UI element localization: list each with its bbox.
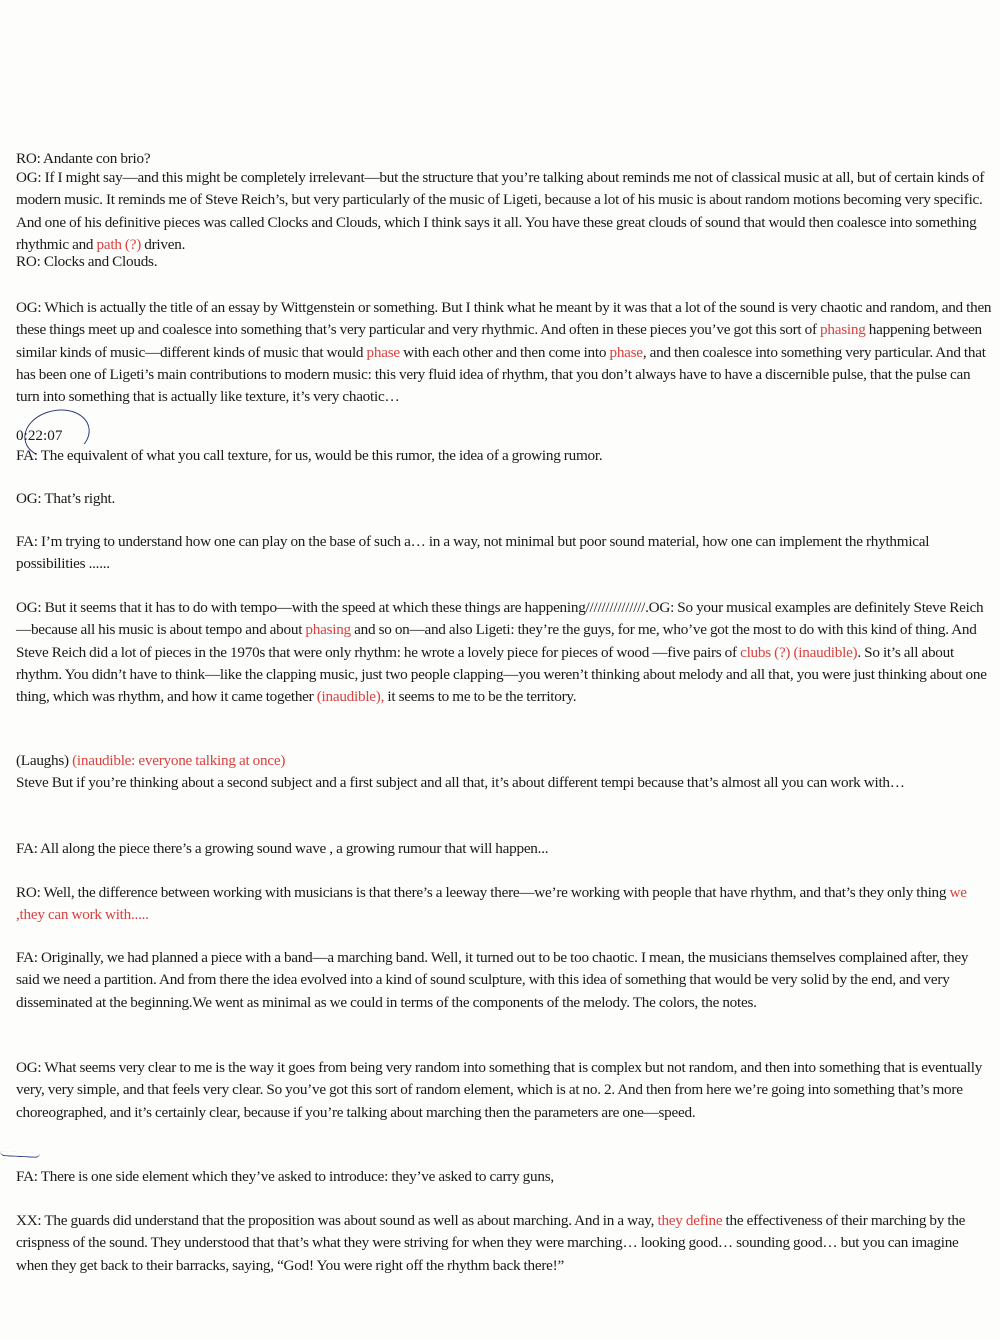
transcript-paragraph: [16, 167, 992, 256]
transcript-paragraph: [16, 597, 992, 708]
annotation-text: they define: [657, 1212, 723, 1229]
transcript-paragraph: [16, 445, 992, 467]
annotation-text: (inaudible: everyone talking at once): [72, 752, 286, 769]
transcript-text: OG: If I might say—and this might be completely irrelevant—but the structure that you’re talking about reminds me not of classical music at all, but of certain kinds of modern music. It reminds me of Steve Reich’s, but very particularly of the music of Ligeti, because a lot of his music is about random motions becoming very specific. And one of his definitive pieces was called Clocks and Clouds, which I think says it all. You have these great clouds of sound that would then coalesce into something rhythmic and: [16, 169, 985, 253]
annotation-text: we ,they can work with.....: [16, 884, 967, 924]
transcript-text: RO: Clocks and Clouds.: [16, 253, 158, 270]
timestamp: 0:22:07: [16, 427, 63, 444]
annotation-text: path (?): [96, 235, 142, 253]
transcript-text: XX: The guards did understand that the proposition was about sound as well as about marching. And in a way,: [16, 1212, 658, 1229]
transcript-paragraph: [16, 531, 992, 576]
transcript-text: with each other and then come into: [399, 343, 610, 361]
transcript-text: the effectiveness of their marching by the crispness of the sound. They understood that that’s what they were striving for when they were marching… looking good… sounding good… but you can imagine when they get back to their barracks, saying, “God! You were right off the rhythm back there!”: [16, 1212, 966, 1274]
transcript-text: driven.: [141, 235, 186, 253]
transcript-paragraph: [16, 750, 992, 772]
transcript-paragraph: [16, 838, 992, 860]
transcript-paragraph: [16, 1166, 992, 1188]
transcript-text: OG: But it seems that it has to do with tempo—with the speed at which these things are happening///////////////.OG: So your musical examples are definitely Steve Reich—because all his music is about tempo and about: [16, 599, 984, 639]
transcript-text: and so on—and also Ligeti: they’re the guys, for me, who’ve got the most to do with this kind of thing. And Steve Reich did a lot of pieces in the 1970s that were only rhythm: he wrote a lovely piece for pieces of wood —five pairs of: [16, 621, 977, 661]
transcript-text: FA: The equivalent of what you call texture, for us, would be this rumor, the idea of a growing rumor.: [16, 447, 603, 464]
transcript-paragraph: [16, 488, 992, 510]
annotation-text: (inaudible),: [316, 688, 385, 706]
handwritten-pen-mark: [0, 1151, 40, 1158]
transcript-text: OG: What seems very clear to me is the way it goes from being very random into something that is complex but not random, and then into something that is eventually very, very simple, and that feels very clear. So you’ve got this sort of random element, which is at no. 2. And then from here we’re going into something that’s more choreographed, and it’s certainly clear, because if you’re talking about marching then the parameters are one—speed.: [16, 1059, 983, 1121]
annotation-text: phasing: [820, 321, 866, 339]
transcript-text: . So it’s all about rhythm. You didn’t have to think—like the clapping music, just two people clapping—you weren’t thinking about melody and all that, you were just thinking about one thing, which was rhythm, and how it came together: [16, 643, 987, 706]
transcript-text: Steve But if you’re thinking about a second subject and a first subject and all that, it’s about different tempi because that’s almost all you can work with…: [16, 774, 905, 791]
annotation-text: clubs (?) (inaudible): [740, 643, 858, 661]
transcript-text: FA: There is one side element which they’ve asked to introduce: they’ve asked to carry guns,: [16, 1168, 554, 1185]
transcript-text: RO: Well, the difference between working with musicians is that there’s a leeway there—we’re working with people that have rhythm, and that’s they only thing: [16, 884, 950, 901]
transcript-text: FA: Originally, we had planned a piece with a band—a marching band. Well, it turned out to be too chaotic. I mean, the musicians themselves complained after, they said we need a partition. And from there the idea evolved into a kind of sound sculpture, with this idea of something that would be very solid by the end, and very disseminated at the beginning.We went as minimal as we could in terms of the components of the melody. The colors, the notes.: [16, 949, 969, 1011]
transcript-text: FA: I’m trying to understand how one can play on the base of such a… in a way, not minimal but poor sound material, how one can implement the rhythmical possibilities ......: [16, 533, 930, 573]
transcript-paragraph: [16, 947, 992, 1014]
transcript-text: happening between similar kinds of music—different kinds of music that would: [16, 321, 982, 361]
transcript-paragraph: [16, 772, 992, 794]
transcript-paragraph: [16, 1210, 992, 1277]
transcript-paragraph: [16, 297, 992, 408]
transcript-text: OG: Which is actually the title of an essay by Wittgenstein or something. But I think what he meant by it was that a lot of the sound is very chaotic and random, and then these things meet up and coalesce into something that’s very particular and very rhythmic. And often in these pieces you’ve got this sort of: [16, 299, 992, 339]
transcript-paragraph: [16, 251, 992, 273]
annotation-text: phase: [366, 343, 400, 361]
transcript-text: FA: All along the piece there’s a growing sound wave , a growing rumour that will happen...: [16, 840, 549, 857]
transcript-text: it seems to me to be the territory.: [384, 688, 577, 706]
transcript-text: OG: That’s right.: [16, 490, 116, 507]
transcript-paragraph: [16, 1057, 992, 1124]
transcript-text: (Laughs): [16, 752, 73, 769]
annotation-text: phase: [609, 343, 643, 361]
annotation-text: phasing: [305, 621, 351, 639]
transcript-paragraph: [16, 882, 992, 927]
transcript-text: RO: Andante con brio?: [16, 150, 151, 167]
transcript-text: , and then coalesce into something very particular. And that has been one of Ligeti’s main contributions to modern music: this very fluid idea of rhythm, that you don’t always have to have a discernible pulse, that the pulse can turn into something that is actually like texture, it’s very chaotic…: [16, 343, 986, 406]
